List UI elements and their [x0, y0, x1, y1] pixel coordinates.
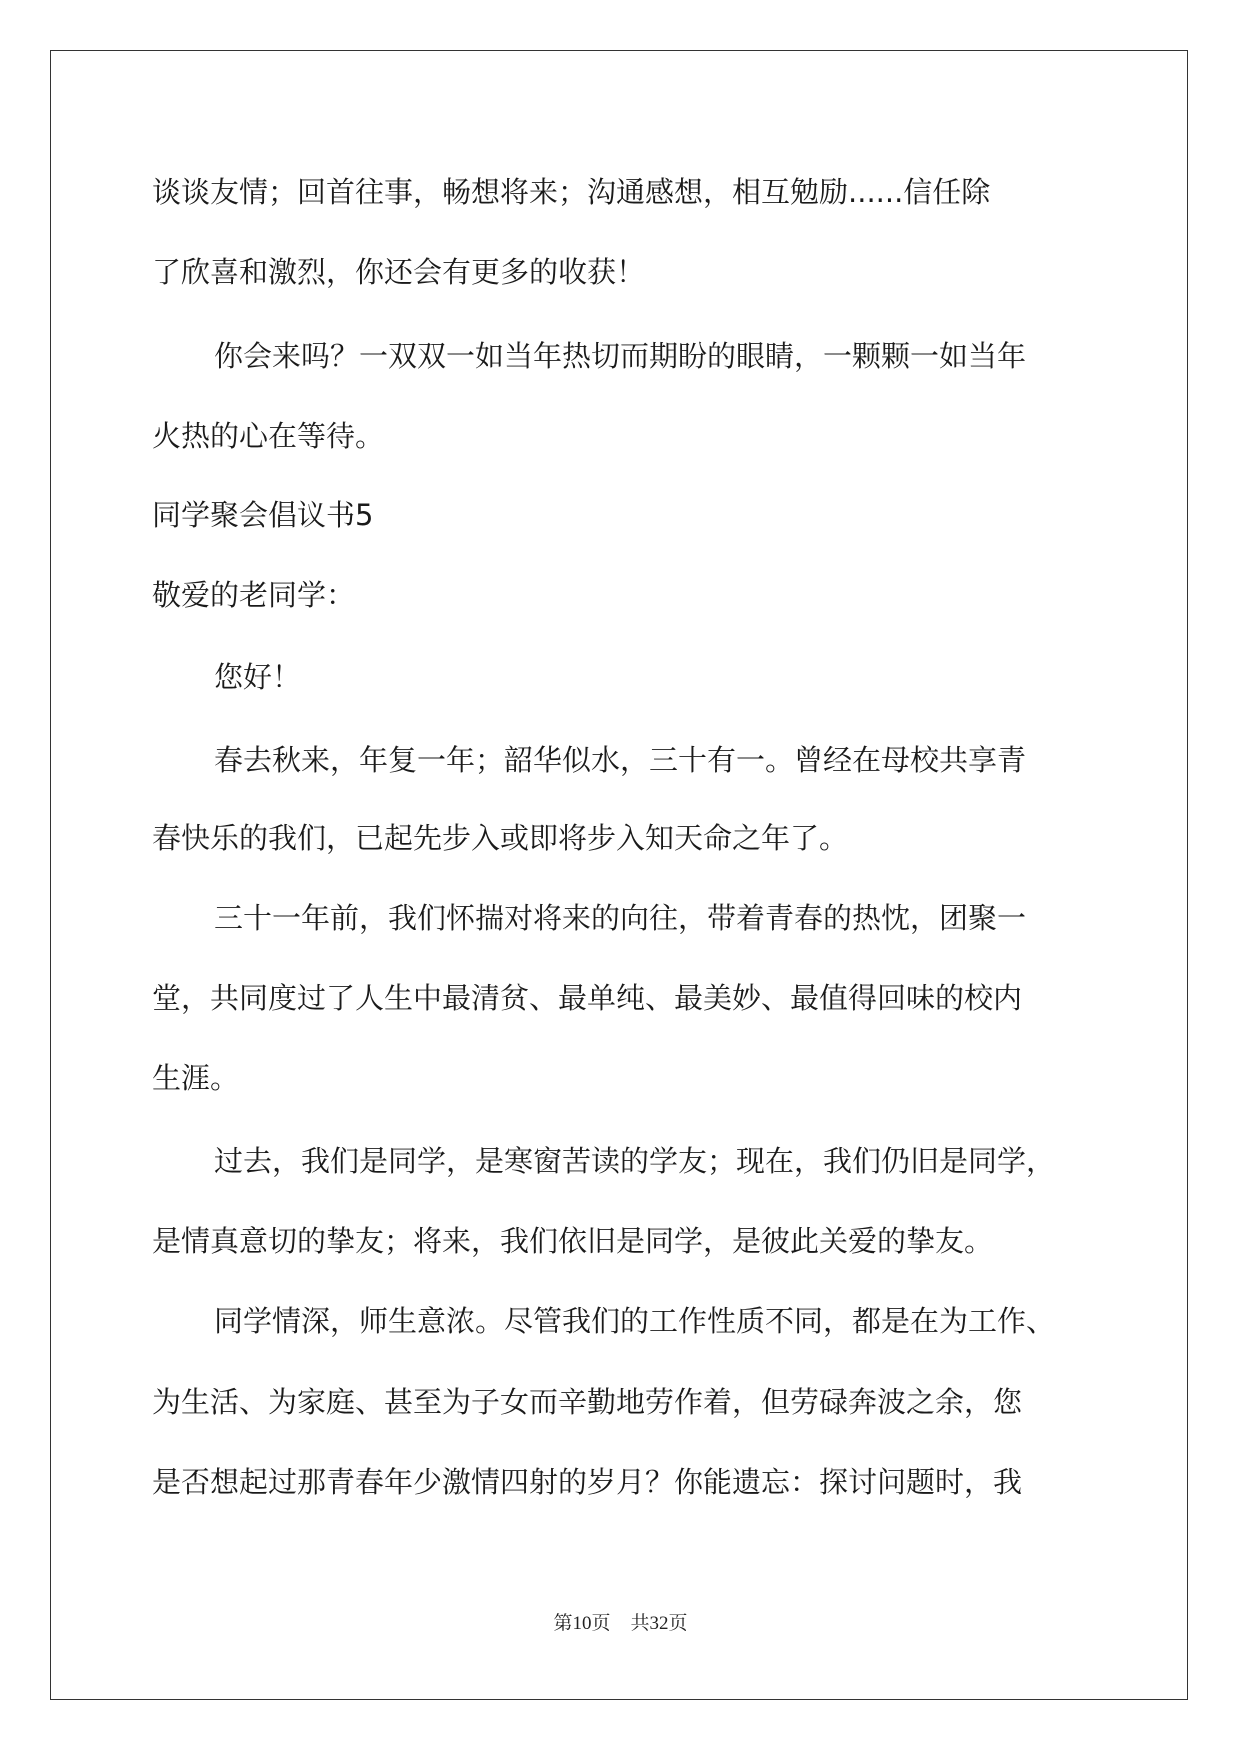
text-line: 谈谈友情；回首往事，畅想将来；沟通感想，相互勉励......信任除	[152, 175, 991, 209]
page-total: 共32页	[630, 1613, 688, 1634]
text-line: 你会来吗？一双双一如当年热切而期盼的眼睛，一颗颗一如当年	[214, 339, 1027, 373]
page-footer	[0, 1612, 1241, 1636]
text-line: 堂，共同度过了人生中最清贫、最单纯、最美妙、最值得回味的校内	[152, 981, 1023, 1015]
page-border	[50, 50, 1188, 1700]
page-number: 第10页	[553, 1613, 611, 1634]
text-line: 三十一年前，我们怀揣对将来的向往，带着青春的热忱，团聚一	[214, 901, 1027, 935]
greeting: 您好！	[214, 660, 302, 694]
text-line: 火热的心在等待。	[152, 419, 385, 453]
text-line: 是情真意切的挚友；将来，我们依旧是同学，是彼此关爱的挚友。	[152, 1224, 994, 1258]
text-line: 是否想起过那青春年少激情四射的岁月？你能遗忘：探讨问题时，我	[152, 1465, 1023, 1499]
text-line: 春去秋来，年复一年；韶华似水，三十有一。曾经在母校共享青	[214, 743, 1027, 777]
salutation: 敬爱的老同学：	[152, 578, 356, 612]
section-title: 同学聚会倡议书5	[152, 498, 374, 532]
text-line: 过去，我们是同学，是寒窗苦读的学友；现在，我们仍旧是同学，	[214, 1144, 1056, 1178]
text-line: 春快乐的我们，已起先步入或即将步入知天命之年了。	[152, 821, 849, 855]
text-line: 生涯。	[152, 1061, 240, 1095]
text-line: 同学情深，师生意浓。尽管我们的工作性质不同，都是在为工作、	[214, 1304, 1056, 1338]
text-line: 了欣喜和激烈，你还会有更多的收获！	[152, 255, 646, 289]
text-line: 为生活、为家庭、甚至为子女而辛勤地劳作着，但劳碌奔波之余，您	[152, 1385, 1023, 1419]
